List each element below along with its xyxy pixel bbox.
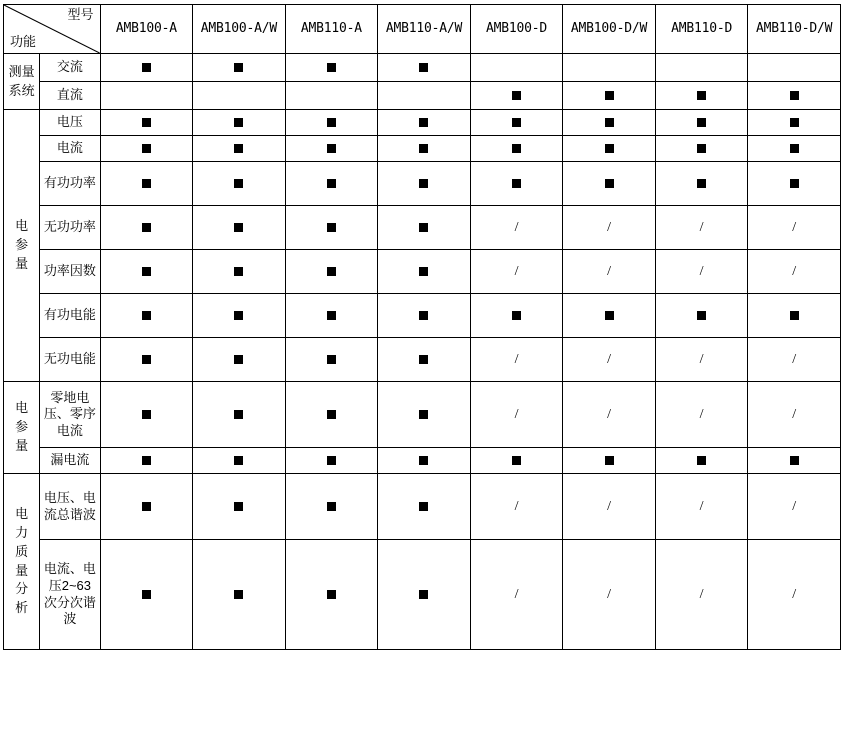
support-cell — [748, 294, 841, 338]
table-row — [4, 338, 841, 382]
empty-mark — [423, 90, 424, 99]
support-cell — [285, 382, 378, 448]
function-label-cell: 电流 — [40, 136, 100, 162]
empty-mark — [238, 90, 239, 99]
group-label-char: 分 — [15, 581, 29, 597]
empty-mark — [609, 62, 610, 71]
group-label-char: 电 — [15, 218, 29, 234]
function-label-cell: 电压、电流总谐波 — [40, 474, 100, 540]
supported-mark-icon — [234, 63, 243, 72]
support-cell — [748, 382, 841, 448]
supported-mark-icon — [234, 223, 243, 232]
support-cell — [285, 162, 378, 206]
support-cell — [470, 110, 563, 136]
support-cell — [655, 162, 748, 206]
support-cell — [285, 294, 378, 338]
not-available-mark: / — [514, 351, 519, 367]
support-cell — [285, 206, 378, 250]
empty-mark — [794, 62, 795, 71]
support-cell — [193, 338, 286, 382]
supported-mark-icon — [697, 91, 706, 100]
support-cell — [285, 250, 378, 294]
not-available-mark: / — [699, 219, 704, 235]
support-cell — [100, 110, 193, 136]
support-cell — [748, 540, 841, 650]
table-row — [4, 110, 841, 136]
table-row — [4, 136, 841, 162]
function-label-cell: 无功功率 — [40, 206, 100, 250]
support-cell — [378, 294, 471, 338]
table-row — [4, 294, 841, 338]
table-row — [4, 540, 841, 650]
support-cell — [378, 82, 471, 110]
support-cell — [655, 82, 748, 110]
not-available-mark: / — [514, 263, 519, 279]
group-label-text — [15, 217, 28, 274]
supported-mark-icon — [327, 179, 336, 188]
support-cell — [100, 448, 193, 474]
support-cell — [378, 250, 471, 294]
model-header-6: AMB110-D — [655, 5, 748, 54]
supported-mark-icon — [512, 311, 521, 320]
model-header-5: AMB100-D/W — [563, 5, 656, 54]
support-cell — [563, 294, 656, 338]
supported-mark-icon — [790, 311, 799, 320]
supported-mark-icon — [419, 502, 428, 511]
support-cell — [470, 136, 563, 162]
support-cell — [285, 54, 378, 82]
group-label-cell — [4, 54, 40, 110]
supported-mark-icon — [327, 118, 336, 127]
supported-mark-icon — [512, 456, 521, 465]
table-header-row — [4, 5, 841, 54]
group-label-char: 参 — [15, 419, 29, 435]
supported-mark-icon — [234, 267, 243, 276]
supported-mark-icon — [142, 118, 151, 127]
group-label-char: 测量 — [8, 63, 35, 79]
support-cell — [655, 250, 748, 294]
support-cell — [100, 54, 193, 82]
support-cell — [748, 474, 841, 540]
support-cell — [748, 54, 841, 82]
support-cell — [378, 162, 471, 206]
supported-mark-icon — [327, 502, 336, 511]
support-cell — [100, 382, 193, 448]
group-label-char: 参 — [15, 237, 29, 253]
supported-mark-icon — [419, 267, 428, 276]
supported-mark-icon — [234, 456, 243, 465]
not-available-mark: / — [514, 586, 519, 602]
support-cell — [748, 338, 841, 382]
supported-mark-icon — [234, 118, 243, 127]
supported-mark-icon — [142, 311, 151, 320]
support-cell — [100, 294, 193, 338]
support-cell — [470, 338, 563, 382]
support-cell — [378, 448, 471, 474]
supported-mark-icon — [512, 179, 521, 188]
support-cell — [655, 448, 748, 474]
not-available-mark: / — [514, 406, 519, 422]
support-cell — [285, 540, 378, 650]
function-label-cell: 无功电能 — [40, 338, 100, 382]
supported-mark-icon — [142, 456, 151, 465]
support-cell — [470, 540, 563, 650]
not-available-mark: / — [699, 406, 704, 422]
model-header-0: AMB100-A — [100, 5, 193, 54]
empty-mark — [701, 62, 702, 71]
group-label-text — [15, 399, 28, 456]
support-cell — [193, 82, 286, 110]
table-row — [4, 448, 841, 474]
support-cell — [193, 474, 286, 540]
support-cell — [563, 448, 656, 474]
not-available-mark: / — [699, 263, 704, 279]
supported-mark-icon — [697, 456, 706, 465]
group-label-text — [9, 63, 35, 101]
supported-mark-icon — [327, 144, 336, 153]
table-body — [4, 5, 841, 650]
supported-mark-icon — [234, 144, 243, 153]
support-cell — [563, 250, 656, 294]
supported-mark-icon — [327, 410, 336, 419]
support-cell — [193, 110, 286, 136]
support-cell — [378, 382, 471, 448]
support-cell — [378, 474, 471, 540]
supported-mark-icon — [142, 355, 151, 364]
support-cell — [285, 110, 378, 136]
support-cell — [285, 338, 378, 382]
support-cell — [193, 448, 286, 474]
support-cell — [655, 136, 748, 162]
not-available-mark: / — [607, 406, 612, 422]
function-label-cell: 电压 — [40, 110, 100, 136]
support-cell — [100, 136, 193, 162]
empty-mark — [331, 90, 332, 99]
supported-mark-icon — [234, 311, 243, 320]
support-cell — [100, 474, 193, 540]
model-header-4: AMB100-D — [470, 5, 563, 54]
supported-mark-icon — [142, 223, 151, 232]
not-available-mark: / — [607, 498, 612, 514]
support-cell — [563, 474, 656, 540]
group-label-char: 量 — [15, 437, 29, 453]
support-cell — [470, 448, 563, 474]
group-label-text — [15, 505, 28, 618]
support-cell — [655, 110, 748, 136]
supported-mark-icon — [605, 456, 614, 465]
table-row — [4, 382, 841, 448]
group-label-char: 量 — [15, 562, 29, 578]
support-cell — [655, 294, 748, 338]
support-cell — [655, 382, 748, 448]
function-label-cell: 有功电能 — [40, 294, 100, 338]
support-cell — [193, 54, 286, 82]
supported-mark-icon — [419, 311, 428, 320]
supported-mark-icon — [605, 91, 614, 100]
group-label-char: 系统 — [8, 82, 35, 98]
support-cell — [470, 162, 563, 206]
not-available-mark: / — [792, 498, 797, 514]
support-cell — [563, 540, 656, 650]
supported-mark-icon — [327, 223, 336, 232]
model-header-1: AMB100-A/W — [193, 5, 286, 54]
supported-mark-icon — [142, 179, 151, 188]
supported-mark-icon — [790, 91, 799, 100]
supported-mark-icon — [419, 223, 428, 232]
supported-mark-icon — [327, 311, 336, 320]
model-header-2: AMB110-A — [285, 5, 378, 54]
support-cell — [748, 136, 841, 162]
support-cell — [470, 54, 563, 82]
supported-mark-icon — [142, 144, 151, 153]
model-header-3: AMB110-A/W — [378, 5, 471, 54]
support-cell — [285, 82, 378, 110]
supported-mark-icon — [605, 144, 614, 153]
support-cell — [655, 54, 748, 82]
support-cell — [378, 110, 471, 136]
support-cell — [285, 448, 378, 474]
supported-mark-icon — [419, 144, 428, 153]
group-label-char: 量 — [15, 255, 29, 271]
supported-mark-icon — [697, 118, 706, 127]
function-label-cell: 漏电流 — [40, 448, 100, 474]
supported-mark-icon — [419, 456, 428, 465]
support-cell — [378, 540, 471, 650]
not-available-mark: / — [792, 351, 797, 367]
support-cell — [563, 162, 656, 206]
supported-mark-icon — [512, 118, 521, 127]
empty-mark — [146, 90, 147, 99]
support-cell — [748, 206, 841, 250]
spec-table-sheet — [0, 4, 842, 734]
function-label-cell: 直流 — [40, 82, 100, 110]
supported-mark-icon — [790, 456, 799, 465]
support-cell — [470, 294, 563, 338]
supported-mark-icon — [142, 267, 151, 276]
support-cell — [193, 294, 286, 338]
function-label-cell: 零地电压、零序电流 — [40, 382, 100, 448]
supported-mark-icon — [790, 144, 799, 153]
group-label-char: 电 — [15, 400, 29, 416]
supported-mark-icon — [790, 118, 799, 127]
group-label-char: 电 — [15, 505, 29, 521]
supported-mark-icon — [419, 179, 428, 188]
support-cell — [563, 206, 656, 250]
supported-mark-icon — [605, 118, 614, 127]
not-available-mark: / — [514, 498, 519, 514]
supported-mark-icon — [142, 502, 151, 511]
support-cell — [193, 540, 286, 650]
support-cell — [470, 206, 563, 250]
support-cell — [470, 250, 563, 294]
model-header-7: AMB110-D/W — [748, 5, 841, 54]
group-label-cell — [4, 382, 40, 474]
supported-mark-icon — [697, 144, 706, 153]
table-row — [4, 54, 841, 82]
support-cell — [655, 474, 748, 540]
not-available-mark: / — [792, 219, 797, 235]
support-cell — [655, 206, 748, 250]
supported-mark-icon — [142, 63, 151, 72]
table-row — [4, 162, 841, 206]
supported-mark-icon — [327, 267, 336, 276]
support-cell — [470, 82, 563, 110]
support-cell — [193, 250, 286, 294]
support-cell — [100, 162, 193, 206]
support-cell — [563, 338, 656, 382]
support-cell — [470, 382, 563, 448]
table-row — [4, 206, 841, 250]
not-available-mark: / — [792, 263, 797, 279]
supported-mark-icon — [142, 590, 151, 599]
not-available-mark: / — [792, 586, 797, 602]
support-cell — [378, 206, 471, 250]
support-cell — [193, 136, 286, 162]
group-label-cell — [4, 110, 40, 382]
supported-mark-icon — [327, 63, 336, 72]
header-model-label: 型号 — [67, 7, 94, 22]
support-cell — [285, 474, 378, 540]
support-cell — [563, 110, 656, 136]
not-available-mark: / — [514, 219, 519, 235]
group-label-char: 力 — [15, 524, 29, 540]
not-available-mark: / — [607, 219, 612, 235]
support-cell — [563, 382, 656, 448]
support-cell — [193, 206, 286, 250]
support-cell — [748, 250, 841, 294]
support-cell — [748, 82, 841, 110]
supported-mark-icon — [419, 355, 428, 364]
support-cell — [748, 110, 841, 136]
not-available-mark: / — [699, 498, 704, 514]
support-cell — [378, 136, 471, 162]
model-function-table — [3, 4, 841, 650]
support-cell — [470, 474, 563, 540]
supported-mark-icon — [327, 456, 336, 465]
not-available-mark: / — [607, 351, 612, 367]
support-cell — [378, 338, 471, 382]
header-corner-cell — [4, 5, 101, 54]
supported-mark-icon — [512, 91, 521, 100]
supported-mark-icon — [419, 63, 428, 72]
function-label-cell: 交流 — [40, 54, 100, 82]
supported-mark-icon — [327, 590, 336, 599]
not-available-mark: / — [699, 351, 704, 367]
support-cell — [748, 448, 841, 474]
supported-mark-icon — [419, 410, 428, 419]
function-label-cell: 有功功率 — [40, 162, 100, 206]
support-cell — [100, 338, 193, 382]
group-label-char: 析 — [15, 600, 29, 616]
supported-mark-icon — [419, 590, 428, 599]
supported-mark-icon — [512, 144, 521, 153]
supported-mark-icon — [605, 179, 614, 188]
support-cell — [193, 382, 286, 448]
group-label-cell — [4, 474, 40, 650]
header-function-label: 功能 — [10, 34, 37, 50]
not-available-mark: / — [607, 263, 612, 279]
not-available-mark: / — [699, 586, 704, 602]
supported-mark-icon — [697, 311, 706, 320]
support-cell — [193, 162, 286, 206]
support-cell — [100, 82, 193, 110]
supported-mark-icon — [234, 355, 243, 364]
supported-mark-icon — [234, 179, 243, 188]
supported-mark-icon — [234, 590, 243, 599]
support-cell — [100, 250, 193, 294]
supported-mark-icon — [697, 179, 706, 188]
supported-mark-icon — [419, 118, 428, 127]
group-label-char: 质 — [15, 543, 29, 559]
support-cell — [748, 162, 841, 206]
not-available-mark: / — [792, 406, 797, 422]
support-cell — [378, 54, 471, 82]
supported-mark-icon — [234, 410, 243, 419]
support-cell — [100, 206, 193, 250]
supported-mark-icon — [790, 179, 799, 188]
support-cell — [655, 540, 748, 650]
supported-mark-icon — [234, 502, 243, 511]
support-cell — [100, 540, 193, 650]
supported-mark-icon — [605, 311, 614, 320]
table-row — [4, 474, 841, 540]
function-label-cell: 功率因数 — [40, 250, 100, 294]
function-label-cell: 电流、电压2~63次分次谐波 — [40, 540, 100, 650]
table-row — [4, 250, 841, 294]
empty-mark — [516, 62, 517, 71]
not-available-mark: / — [607, 586, 612, 602]
supported-mark-icon — [142, 410, 151, 419]
support-cell — [563, 82, 656, 110]
table-row — [4, 82, 841, 110]
support-cell — [563, 54, 656, 82]
support-cell — [285, 136, 378, 162]
support-cell — [655, 338, 748, 382]
support-cell — [563, 136, 656, 162]
supported-mark-icon — [327, 355, 336, 364]
